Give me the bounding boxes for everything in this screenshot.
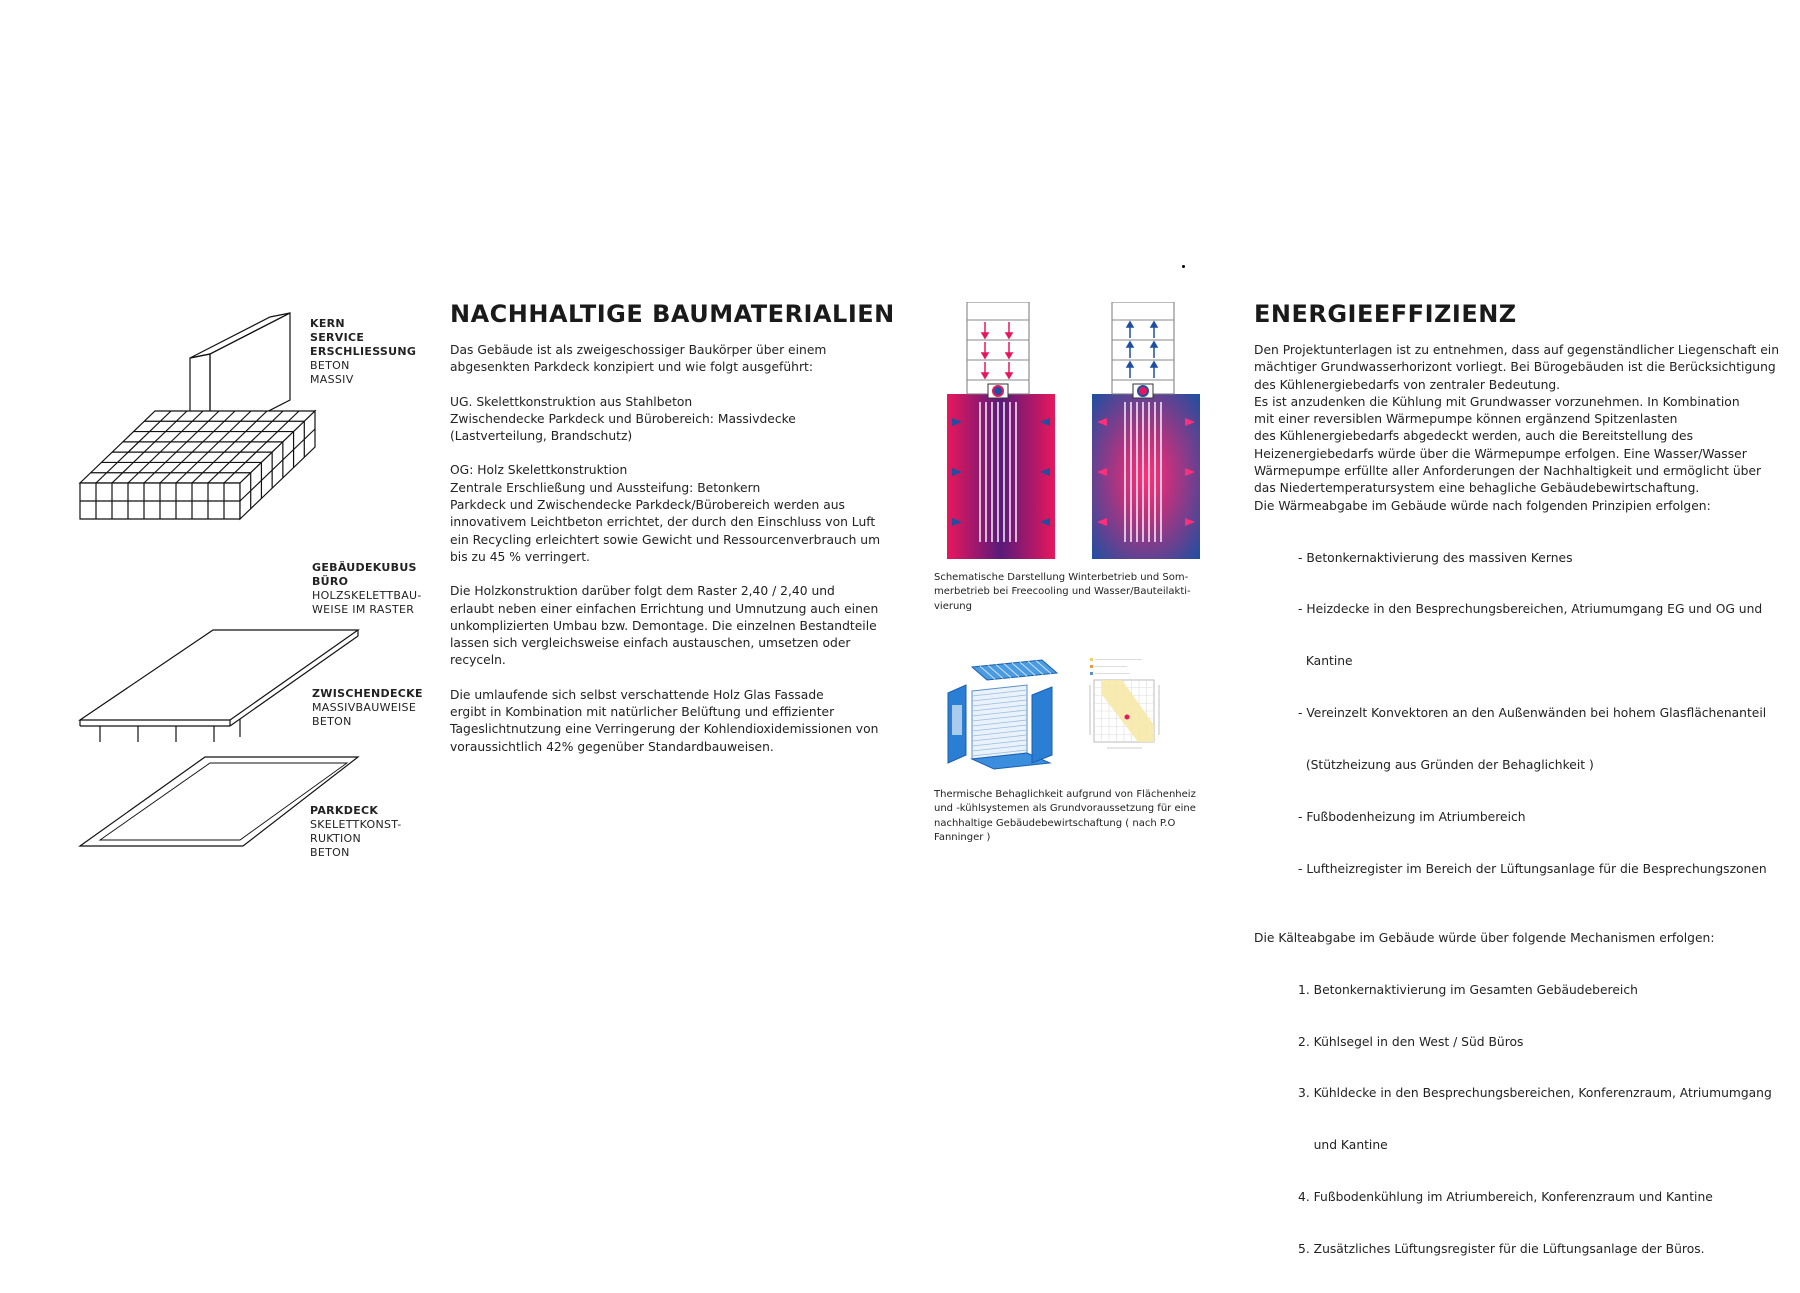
label-intermediate-slab: ZWISCHENDECKE MASSIVBAUWEISE BETON bbox=[312, 687, 423, 728]
materials-paragraph-1: Das Gebäude ist als zweigeschossiger Baukörper über einem abgesenkten Parkdeck konzipiert und wie folgt ausgeführt: bbox=[450, 343, 827, 375]
materials-text bbox=[450, 342, 890, 773]
list-item: - Vereinzelt Konvektoren an den Außenwänden bei hohem Glasflächenanteil bbox=[1298, 706, 1767, 721]
materials-paragraph-5: Die umlaufende sich selbst verschattende Holz Glas Fassade ergibt in Kombination mit natürlicher Belüftung und effizienter Tageslichtnutzung eine Verringerung der Kohlendioxidemissionen von voraussichtlich 42% gegenüber Standardbauweisen. bbox=[450, 687, 879, 754]
materials-title: NACHHALTIGE BAUMATERIALIEN bbox=[450, 300, 895, 328]
cold-intro: Die Kälteabgabe im Gebäude würde über folgende Mechanismen erfolgen: bbox=[1254, 930, 1715, 945]
label-core: KERN SERVICE ERSCHLIESSUNG BETON MASSIV bbox=[310, 317, 417, 386]
blue-room-model bbox=[948, 660, 1057, 769]
caption-thermal-comfort: Thermische Behaglichkeit aufgrund von Flächenheiz und -kühlsystemen als Grundvoraussetzung für eine nachhaltige Gebäudebewirtschaftung ( nach P.O Fanninger ) bbox=[934, 789, 1196, 843]
energy-intro: Den Projektunterlagen ist zu entnehmen, dass auf gegenständlicher Liegenschaft ein mächtiger Grundwasserhorizont vorliegt. Bei Bürogebäuden ist die Berücksichtigung des Kühlenergiebedarfs von zentraler Bedeutung. Es ist anzudenken die Kühlung mit Grundwasser vorzunehmen. In Kombination mit einer reversiblen Wärmepumpe können ergänzend Spitzenlasten des Kühlenergiebedarfs abgedeckt werden, auch die Bereitstellung des Heizenergiebedarfs würde über die Wärmepumpe erfolgen. Eine Wasser/Wasser Wärmepumpe erfüllte aller Anforderungen der Nachhaltigkeit und ermöglicht über das Niedertemperatursystem eine behagliche Gebäudebewirtschaftung. Die Wärmeabgabe im Gebäude würde nach folgenden Prinzipien erfolgen: bbox=[1254, 343, 1779, 513]
list-item: - Heizdecke in den Besprechungsbereichen, Atriumumgang EG und OG und bbox=[1298, 602, 1763, 617]
list-item: (Stützheizung aus Gründen der Behaglichkeit ) bbox=[1298, 758, 1594, 773]
energy-text bbox=[1254, 342, 1784, 1293]
list-item: 5. Zusätzliches Lüftungsregister für die Lüftungsanlage der Büros. bbox=[1298, 1242, 1705, 1257]
winter-diagram bbox=[947, 302, 1055, 559]
label-parking-deck: PARKDECK SKELETTKONST- RUKTION BETON bbox=[310, 804, 402, 859]
heat-emission-list bbox=[1254, 515, 1784, 913]
list-item: - Betonkernaktivierung des massiven Kernes bbox=[1298, 550, 1573, 565]
building-cube-drawing bbox=[80, 411, 315, 519]
list-item: - Luftheizregister im Bereich der Lüftungsanlage für die Besprechungszonen bbox=[1298, 861, 1767, 876]
summer-diagram bbox=[1092, 302, 1200, 559]
materials-paragraph-2: UG. Skelettkonstruktion aus Stahlbeton Zwischendecke Parkdeck und Bürobereich: Massivdecke (Lastverteilung, Brandschutz) bbox=[450, 394, 796, 444]
list-item: 3. Kühldecke in den Besprechungsbereichen, Konferenzraum, Atriumumgang bbox=[1298, 1086, 1772, 1101]
materials-paragraph-4: Die Holzkonstruktion darüber folgt dem Raster 2,40 / 2,40 und erlaubt neben einer einfachen Errichtung und Umnutzung auch einen unkomplizierten Umbau bzw. Demontage. Die einzelnen Bestandteile lassen sich vergleichsweise einfach austauschen, umsetzen oder recyceln. bbox=[450, 584, 879, 668]
stray-dot bbox=[1182, 265, 1185, 268]
winter-summer-schematic bbox=[940, 302, 1200, 562]
list-item: Kantine bbox=[1298, 654, 1353, 669]
list-item: und Kantine bbox=[1298, 1138, 1388, 1153]
thermal-comfort-figure bbox=[942, 655, 1202, 770]
list-item: - Fußbodenheizung im Atriumbereich bbox=[1298, 810, 1526, 825]
list-item: 4. Fußbodenkühlung im Atriumbereich, Konferenzraum und Kantine bbox=[1298, 1190, 1713, 1205]
materials-paragraph-3: OG: Holz Skelettkonstruktion Zentrale Erschließung und Aussteifung: Betonkern Parkdeck und Zwischendecke Parkdeck/Bürobereich werden aus innovativem Leichtbeton errichtet, der durch den Einschluss von Luft ein Recycling erleichtert sowie Gewicht und Ressourcenverbrauch um bis zu 45 % verringert. bbox=[450, 463, 881, 564]
list-item: 2. Kühlsegel in den West / Süd Büros bbox=[1298, 1034, 1524, 1049]
energy-title: ENERGIEEFFIZIENZ bbox=[1254, 300, 1517, 328]
cold-emission-list bbox=[1254, 947, 1784, 1293]
caption-schematic: Schematische Darstellung Winterbetrieb und Som- merbetrieb bei Freecooling und Wasser/Bauteilakti- vierung bbox=[934, 572, 1191, 612]
label-building-cube: GEBÄUDEKUBUS BÜRO HOLZSKELETTBAU- WEISE IM RASTER bbox=[312, 561, 422, 616]
comfort-chart bbox=[1090, 658, 1159, 748]
list-item: 1. Betonkernaktivierung im Gesamten Gebäudebereich bbox=[1298, 982, 1638, 997]
